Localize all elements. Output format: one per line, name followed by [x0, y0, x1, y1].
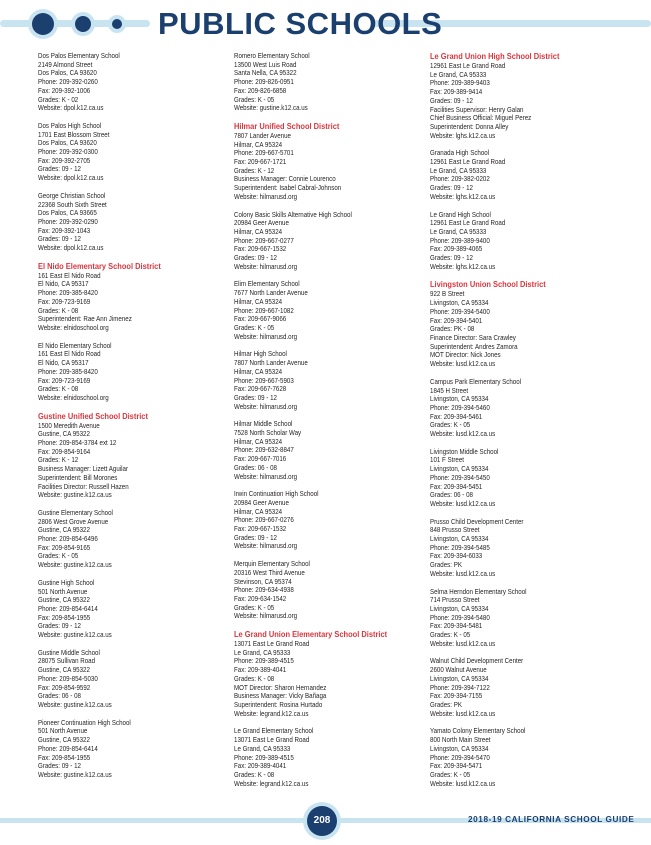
listing-line: 7677 North Lander Avenue: [234, 288, 308, 298]
listing-line: Phone: 209-389-4515: [234, 752, 294, 762]
listing-line: Phone: 209-389-9400: [430, 235, 490, 245]
listing-line: Merquin Elementary School: [234, 559, 310, 569]
listing-line: Grades: 09 - 12: [38, 234, 81, 244]
school-listing: [430, 727, 589, 788]
listing-line: Romero Elementary School: [234, 51, 310, 60]
listing-line: Dos Palos High School: [38, 120, 102, 130]
listing-line: 13500 West Luis Road: [234, 59, 297, 69]
listing-line: Fax: 209-667-1721: [234, 157, 287, 167]
listing-line: Superintendent: Rosina Hurtado: [234, 700, 323, 709]
listing-line: 7807 North Lander Avenue: [234, 358, 308, 368]
listing-line: Website: gustine.k12.ca.us: [38, 560, 112, 570]
listing-line: 12961 East Le Grand Road: [430, 218, 506, 228]
listing-line: Grades: 09 - 12: [38, 164, 81, 174]
district-heading: Le Grand Union Elementary School District: [234, 629, 388, 640]
listing-line: Superintendent: Donna Alley: [430, 121, 509, 131]
listing-line: Phone: 209-389-4515: [234, 656, 294, 666]
listing-line: Hilmar, CA 95324: [234, 296, 283, 306]
listing-line: 1500 Meredith Avenue: [38, 420, 100, 430]
listing-line: Gustine, CA 95322: [38, 525, 90, 535]
listing-line: Website: elnidoschool.org: [38, 322, 109, 332]
page-number-badge: 208: [307, 806, 337, 836]
listing-line: Le Grand, CA 95333: [430, 226, 487, 236]
listing-line: Grades: K - 05: [430, 420, 471, 430]
listing-line: 848 Prusso Street: [430, 525, 480, 535]
school-listing: [234, 420, 393, 481]
column-1: [38, 52, 223, 789]
listing-line: Grades: K - 05: [430, 769, 471, 779]
listing-line: Hilmar High School: [234, 349, 287, 359]
listing-line: Phone: 209-854-6496: [38, 534, 98, 544]
school-listing: [234, 560, 393, 621]
listing-line: Website: elnidoschool.org: [38, 392, 109, 402]
listing-line: Walnut Child Development Center: [430, 656, 524, 666]
listing-line: Phone: 209-382-0202: [430, 174, 490, 184]
listing-line: Le Grand Elementary School: [234, 726, 314, 736]
listing-line: Fax: 209-389-4065: [430, 244, 483, 254]
listing-line: Phone: 209-854-5030: [38, 673, 98, 683]
listing-line: 12961 East Le Grand Road: [430, 157, 506, 167]
listing-line: Gustine High School: [38, 577, 95, 587]
listing-line: Business Manager: Vicky Bañaga: [234, 691, 327, 701]
school-listing: [430, 518, 589, 579]
listing-line: Grades: PK: [430, 700, 462, 709]
listing-line: 714 Prusso Street: [430, 595, 480, 605]
listing-line: George Christian School: [38, 190, 106, 200]
listing-line: Facilities Supervisor: Henry Galan: [430, 104, 524, 114]
listing-line: Website: dpol.k12.ca.us: [38, 173, 104, 183]
listing-line: Website: gustine.k12.ca.us: [38, 490, 112, 500]
listing-line: Granada High School: [430, 148, 490, 158]
column-3: [430, 52, 615, 797]
listing-line: Website: lusd.k12.ca.us: [430, 359, 496, 369]
listing-line: Phone: 209-632-8847: [234, 445, 294, 455]
listing-line: Hilmar, CA 95324: [234, 226, 283, 236]
listing-line: Grades: 09 - 12: [38, 621, 81, 631]
listing-line: Grades: K - 12: [38, 455, 79, 465]
school-listing: [38, 719, 197, 780]
listing-line: Grades: K - 05: [430, 630, 471, 640]
listing-line: Dos Palos, CA 93620: [38, 138, 97, 148]
school-listing: [234, 727, 393, 788]
header-dot-small: [112, 19, 122, 29]
listing-line: Gustine, CA 95322: [38, 595, 90, 605]
listing-line: Website: lghs.k12.ca.us: [430, 191, 496, 201]
listing-line: Grades: K - 08: [234, 673, 275, 683]
listing-line: Phone: 209-667-0276: [234, 515, 294, 525]
listing-line: Fax: 209-389-4041: [234, 761, 287, 771]
listing-line: Yamato Colony Elementary School: [430, 726, 526, 736]
listing-line: Gustine, CA 95322: [38, 665, 90, 675]
listing-line: Phone: 209-667-0277: [234, 235, 294, 245]
listing-line: Phone: 209-394-5485: [430, 542, 490, 552]
listing-line: Grades: 06 - 08: [38, 691, 81, 701]
listing-line: 1845 H Street: [430, 385, 469, 395]
listing-line: Fax: 209-389-9414: [430, 87, 483, 97]
listing-line: Fax: 209-394-5461: [430, 411, 483, 421]
listing-line: 20984 Geer Avenue: [234, 497, 289, 507]
listing-line: El Nido, CA 95317: [38, 279, 89, 289]
listing-line: Gustine, CA 95322: [38, 735, 90, 745]
listing-line: Website: hilmarusd.org: [234, 261, 298, 271]
listing-line: Fax: 209-854-9164: [38, 446, 91, 456]
listing-line: 161 East El Nido Road: [38, 349, 101, 359]
listing-line: Website: dpol.k12.ca.us: [38, 103, 104, 113]
listing-line: Phone: 209-634-4938: [234, 585, 294, 595]
listing-line: Chief Business Official: Miguel Perez: [430, 113, 532, 123]
school-listing: [430, 211, 589, 272]
listing-line: Website: hilmarusd.org: [234, 471, 298, 481]
listing-line: 28075 Sullivan Road: [38, 656, 96, 666]
listing-line: Phone: 209-854-6414: [38, 603, 98, 613]
listing-line: 20984 Geer Avenue: [234, 218, 289, 228]
listing-line: Hilmar, CA 95324: [234, 366, 283, 376]
listing-line: 12961 East Le Grand Road: [430, 61, 506, 70]
listing-line: MOT Director: Sharon Hernandez: [234, 682, 327, 692]
listing-line: Fax: 209-854-1955: [38, 612, 91, 622]
listing-line: Hilmar, CA 95324: [234, 436, 283, 446]
listing-line: El Nido Elementary School: [38, 340, 112, 350]
listing-line: Website: hilmarusd.org: [234, 611, 298, 621]
listing-line: Grades: K - 08: [38, 384, 79, 394]
listing-line: Le Grand, CA 95333: [430, 165, 487, 175]
school-listing: [234, 640, 393, 718]
listing-line: Phone: 209-394-5460: [430, 402, 490, 412]
school-listing: [38, 342, 197, 403]
school-listing: [430, 378, 589, 439]
listing-line: Phone: 209-392-0260: [38, 77, 98, 87]
listing-line: Campus Park Elementary School: [430, 376, 522, 386]
listing-line: Phone: 209-394-5470: [430, 752, 490, 762]
listing-line: Grades: K - 05: [234, 602, 275, 612]
listing-line: Grades: K - 05: [234, 94, 275, 104]
listing-line: Fax: 209-667-9066: [234, 314, 287, 324]
listing-line: Irwin Continuation High School: [234, 489, 319, 499]
listing-line: Phone: 209-394-5450: [430, 472, 490, 482]
listing-line: Phone: 209-854-6414: [38, 743, 98, 753]
listing-line: Website: legrand.k12.ca.us: [234, 708, 309, 718]
school-listing: [38, 122, 197, 183]
listing-line: 7528 North Scholar Way: [234, 428, 302, 438]
listing-line: Fax: 209-394-5451: [430, 481, 483, 491]
listing-line: Website: lghs.k12.ca.us: [430, 261, 496, 271]
listing-line: Le Grand, CA 95333: [234, 743, 291, 753]
listing-line: Fax: 209-394-5481: [430, 621, 483, 631]
listing-line: Phone: 209-667-1082: [234, 305, 294, 315]
listing-line: Gustine, CA 95322: [38, 429, 90, 439]
listing-line: Grades: 09 - 12: [234, 532, 277, 542]
listing-line: Fax: 209-394-7155: [430, 691, 483, 701]
listing-line: Fax: 209-667-7016: [234, 454, 287, 464]
listing-line: Superintendent: Rae Ann Jimenez: [38, 314, 132, 324]
listing-line: Dos Palos Elementary School: [38, 51, 120, 60]
listing-line: Fax: 209-854-1955: [38, 752, 91, 762]
listing-line: Business Manager: Connie Lourenco: [234, 174, 336, 184]
listing-line: Fax: 209-392-1043: [38, 225, 91, 235]
listing-line: Website: lusd.k12.ca.us: [430, 638, 496, 648]
listing-line: Facilities Director: Russell Hazen: [38, 481, 129, 491]
school-listing: [430, 448, 589, 509]
listing-line: Grades: PK: [430, 560, 462, 570]
listing-line: 22368 South Sixth Street: [38, 199, 107, 209]
listing-line: Phone: 209-392-0300: [38, 147, 98, 157]
listing-line: 13071 East Le Grand Road: [234, 735, 310, 745]
listing-line: 922 B Street: [430, 289, 465, 299]
listing-line: Hilmar Middle School: [234, 419, 293, 429]
listing-line: 20316 West Third Avenue: [234, 567, 305, 577]
listing-line: Grades: 09 - 12: [234, 392, 277, 402]
school-listing: [430, 62, 589, 140]
listing-line: 800 North Main Street: [430, 735, 491, 745]
listing-line: Fax: 209-394-6033: [430, 551, 483, 561]
listing-line: Website: gustine.k12.ca.us: [38, 700, 112, 709]
guide-title: 2018-19 CALIFORNIA SCHOOL GUIDE: [468, 815, 635, 824]
listing-line: Livingston, CA 95334: [430, 298, 489, 308]
listing-line: 2806 West Grove Avenue: [38, 516, 109, 526]
school-listing: [234, 52, 393, 113]
listing-line: Website: lusd.k12.ca.us: [430, 498, 496, 508]
listing-line: Website: hilmarusd.org: [234, 401, 298, 411]
listing-line: Phone: 209-385-8420: [38, 366, 98, 376]
listing-line: Phone: 209-854-3784 ext 12: [38, 438, 117, 448]
listing-line: Website: hilmarusd.org: [234, 331, 298, 341]
listing-line: Website: lusd.k12.ca.us: [430, 429, 496, 439]
listing-line: Fax: 209-667-1532: [234, 244, 287, 254]
listing-line: Phone: 209-826-0951: [234, 77, 294, 87]
listing-line: Website: lusd.k12.ca.us: [430, 778, 496, 788]
school-listing: [234, 211, 393, 272]
school-listing: [430, 290, 589, 368]
listing-line: 1701 East Blossom Street: [38, 129, 110, 139]
listing-line: Grades: 09 - 12: [234, 253, 277, 263]
listing-line: Livingston, CA 95334: [430, 673, 489, 683]
listing-line: Fax: 209-854-9165: [38, 542, 91, 552]
district-heading: Hilmar Unified School District: [234, 120, 340, 131]
listing-line: Phone: 209-667-5701: [234, 148, 294, 158]
listing-line: Livingston, CA 95334: [430, 603, 489, 613]
school-listing: [234, 280, 393, 341]
listing-line: Livingston, CA 95334: [430, 743, 489, 753]
school-listing: [38, 192, 197, 253]
listing-line: Fax: 209-634-1542: [234, 593, 287, 603]
school-listing: [234, 132, 393, 202]
school-listing: [234, 490, 393, 551]
listing-line: Grades: 09 - 12: [38, 761, 81, 771]
listing-line: Grades: 09 - 12: [430, 253, 473, 263]
district-heading: El Nido Elementary School District: [38, 260, 161, 271]
listing-line: Website: legrand.k12.ca.us: [234, 778, 309, 788]
listing-line: Website: gustine.k12.ca.us: [38, 769, 112, 779]
listing-line: Fax: 209-394-5471: [430, 761, 483, 771]
listing-line: Fax: 209-392-1006: [38, 85, 91, 95]
school-listing: [38, 52, 197, 113]
listing-line: Phone: 209-389-9403: [430, 78, 490, 88]
listing-line: Grades: 09 - 12: [430, 95, 473, 105]
listing-line: 13071 East Le Grand Road: [234, 639, 310, 649]
school-listing: [38, 272, 197, 333]
header-dot-medium: [75, 16, 91, 32]
school-listing: [430, 588, 589, 649]
listing-line: Website: hilmarusd.org: [234, 541, 298, 551]
listing-line: Livingston, CA 95334: [430, 394, 489, 404]
listing-line: Le Grand, CA 95333: [234, 647, 291, 657]
school-listing: [430, 149, 589, 201]
listing-line: Selma Herndon Elementary School: [430, 586, 527, 596]
district-heading: Gustine Unified School District: [38, 410, 148, 421]
column-2: [234, 52, 419, 797]
listing-line: Elim Elementary School: [234, 279, 300, 289]
listing-line: Website: lusd.k12.ca.us: [430, 568, 496, 578]
school-listing: [430, 657, 589, 718]
listing-line: Website: gustine.k12.ca.us: [234, 103, 308, 113]
listing-line: Livingston Middle School: [430, 446, 499, 456]
listing-line: Phone: 209-394-7122: [430, 682, 490, 692]
school-listing: [38, 649, 197, 710]
listing-line: Santa Nella, CA 95322: [234, 68, 297, 78]
listing-line: Grades: K - 12: [234, 165, 275, 175]
listing-line: Finance Director: Sara Crawley: [430, 332, 516, 342]
listing-line: 7807 Lander Avenue: [234, 130, 291, 140]
listing-line: 101 F Street: [430, 455, 465, 465]
listing-line: Fax: 209-826-6858: [234, 85, 287, 95]
listing-line: El Nido, CA 95317: [38, 358, 89, 368]
listing-line: 2149 Almond Street: [38, 59, 93, 69]
listing-line: Website: lusd.k12.ca.us: [430, 708, 496, 718]
listing-line: Fax: 209-392-2705: [38, 155, 91, 165]
listing-line: Website: dpol.k12.ca.us: [38, 243, 104, 253]
listing-line: Grades: K - 08: [234, 769, 275, 779]
listing-line: Business Manager: Lizett Aguilar: [38, 464, 129, 474]
listing-line: Fax: 209-854-9592: [38, 682, 91, 692]
listing-line: Superintendent: Bill Morones: [38, 472, 118, 482]
listing-line: Grades: 06 - 08: [234, 462, 277, 472]
listing-line: Website: hilmarusd.org: [234, 191, 298, 201]
listing-line: Le Grand, CA 95333: [430, 69, 487, 79]
listing-line: Gustine Elementary School: [38, 507, 113, 517]
school-listing: [234, 350, 393, 411]
listing-line: Phone: 209-394-5400: [430, 306, 490, 316]
listing-line: Dos Palos, CA 93665: [38, 208, 97, 218]
school-listing: [38, 579, 197, 640]
listing-line: Website: lghs.k12.ca.us: [430, 130, 496, 140]
listing-line: Grades: K - 05: [234, 322, 275, 332]
listing-line: 501 North Avenue: [38, 586, 88, 596]
listing-line: Grades: K - 02: [38, 94, 79, 104]
listing-line: 2600 Walnut Avenue: [430, 665, 487, 675]
listing-line: Superintendent: Isabel Cabral-Johnson: [234, 183, 342, 193]
listing-line: Livingston, CA 95334: [430, 464, 489, 474]
listing-line: Grades: K - 05: [38, 551, 79, 561]
listing-line: Phone: 209-394-5480: [430, 612, 490, 622]
listing-line: Livingston, CA 95334: [430, 534, 489, 544]
district-heading: Livingston Union School District: [430, 279, 546, 290]
listing-line: Phone: 209-385-8420: [38, 288, 98, 298]
listing-line: Hilmar, CA 95324: [234, 506, 283, 516]
listing-line: Fax: 209-394-5401: [430, 315, 483, 325]
listing-line: Phone: 209-392-0290: [38, 216, 98, 226]
listing-line: Grades: PK - 08: [430, 324, 475, 334]
listing-line: Prusso Child Development Center: [430, 516, 524, 526]
listing-line: Fax: 209-723-9169: [38, 296, 91, 306]
listing-line: MOT Director: Nick Jones: [430, 350, 501, 360]
listing-line: Fax: 209-723-9169: [38, 375, 91, 385]
listing-line: Colony Basic Skills Alternative High School: [234, 209, 352, 219]
header-dot-large: [32, 13, 54, 35]
listing-line: Dos Palos, CA 93620: [38, 68, 97, 78]
listing-line: Le Grand High School: [430, 209, 491, 219]
listing-line: Grades: K - 08: [38, 305, 79, 315]
listing-line: Fax: 209-667-1532: [234, 524, 287, 534]
school-listing: [38, 509, 197, 570]
listing-line: Website: gustine.k12.ca.us: [38, 630, 112, 640]
listing-line: Superintendent: Andres Zamora: [430, 341, 518, 351]
district-heading: Le Grand Union High School District: [430, 51, 560, 61]
listing-line: Fax: 209-389-4041: [234, 665, 287, 675]
listing-line: Grades: 06 - 08: [430, 490, 473, 500]
listing-line: 161 East El Nido Road: [38, 270, 101, 280]
listing-line: 501 North Avenue: [38, 726, 88, 736]
listing-line: Hilmar, CA 95324: [234, 139, 283, 149]
listing-line: Gustine Middle School: [38, 647, 100, 657]
listing-line: Fax: 209-667-7628: [234, 384, 287, 394]
listing-line: Grades: 09 - 12: [430, 183, 473, 193]
listing-line: Pioneer Continuation High School: [38, 717, 131, 727]
listing-line: Phone: 209-667-5903: [234, 375, 294, 385]
listing-line: Stevinson, CA 95374: [234, 576, 292, 586]
school-listing: [38, 422, 197, 500]
page-title: PUBLIC SCHOOLS: [158, 6, 443, 41]
